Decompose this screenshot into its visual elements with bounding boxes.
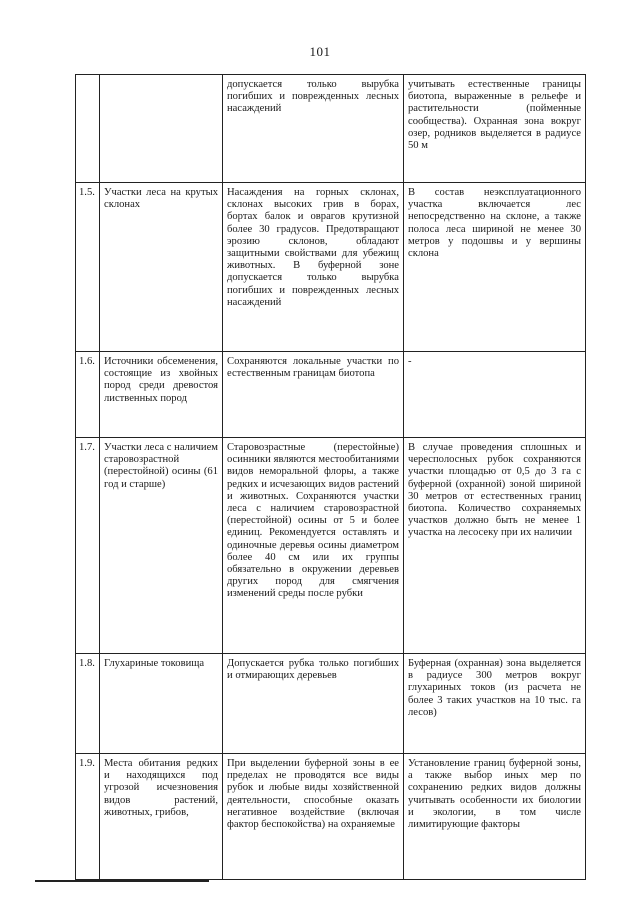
site-name xyxy=(100,75,223,183)
row-number xyxy=(76,75,100,183)
row-number: 1.7. xyxy=(76,438,100,654)
site-name: Участки леса на крутых склонах xyxy=(100,183,223,352)
page-number: 101 xyxy=(309,44,331,59)
protection-measures: При выделении буферной зоны в ее пределах не проводятся все виды рубок и любые виды хозяйственной деятельности, способные оказать негативное воздействие (включая фактор беспокойства) на охраняемые xyxy=(223,754,404,880)
notes: В случае проведения сплошных и чересполосных рубок сохраняются участки площадью от 0,5 до 3 га с буферной (охранной) зоной шириной 30 метров от естественных границ биотопа. Количество сохраняемых участков должно быть не менее 1 участка на лесосеку при их наличии xyxy=(404,438,586,654)
protection-measures: Сохраняются локальные участки по естественным границам биотопа xyxy=(223,352,404,438)
protection-measures: Допускается рубка только погибших и отмирающих деревьев xyxy=(223,654,404,754)
protection-measures: Насаждения на горных склонах, склонах высоких грив в борах, бортах балок и оврагов крутизной более 30 градусов. Предотвращают эрозию склонов, обладают защитными свойствами для убежищ животных. В буферной зоне допускается только вырубка погибших и поврежденных лесных насаждений xyxy=(223,183,404,352)
notes: Установление границ буферной зоны, а также выбор иных мер по сохранению редких видов должны учитывать особенности их биологии и экологии, в том числе лимитирующие факторы xyxy=(404,754,586,880)
row-number: 1.6. xyxy=(76,352,100,438)
table-row xyxy=(76,654,586,754)
table-row xyxy=(76,754,586,880)
notes: - xyxy=(404,352,586,438)
row-number: 1.5. xyxy=(76,183,100,352)
site-name: Глухариные токовища xyxy=(100,654,223,754)
site-name: Места обитания редких и находящихся под угрозой исчезновения видов растений, животных, грибов, xyxy=(100,754,223,880)
footer-rule xyxy=(35,880,209,882)
site-name: Участки леса с наличием старовозрастной (перестойной) осины (61 год и старше) xyxy=(100,438,223,654)
row-number: 1.8. xyxy=(76,654,100,754)
table-row xyxy=(76,352,586,438)
row-number: 1.9. xyxy=(76,754,100,880)
forest-protection-table xyxy=(75,74,586,880)
table-row xyxy=(76,438,586,654)
notes: Буферная (охранная) зона выделяется в радиусе 300 метров вокруг глухариных токов (из расчета не более 3 таких участков на 10 тыс. га лесов) xyxy=(404,654,586,754)
table-row xyxy=(76,75,586,183)
protection-measures: Старовозрастные (перестойные) осинники являются местообитаниями видов неморальной флоры, а также редких и исчезающих видов растений и животных. Сохраняются участки леса с наличием старовозрастной (перестойной) осины от 5 и более единиц. Рекомендуется оставлять и одиночные деревья осины диаметром более 40 см или их группы обязательно в окружении деревьев других пород для смягчения изменений среды после рубки xyxy=(223,438,404,654)
notes: учитывать естественные границы биотопа, выраженные в рельефе и растительности (пойменные сообщества). Охранная зона вокруг озер, родников выделяется в радиусе 50 м xyxy=(404,75,586,183)
protection-measures: допускается только вырубка погибших и поврежденных лесных насаждений xyxy=(223,75,404,183)
site-name: Источники обсеменения, состоящие из хвойных пород среди древостоя лиственных пород xyxy=(100,352,223,438)
notes: В состав неэксплуатационного участка включается лес непосредственно на склоне, а также полоса леса шириной не менее 30 метров у подошвы и у вершины склона xyxy=(404,183,586,352)
table-row xyxy=(76,183,586,352)
